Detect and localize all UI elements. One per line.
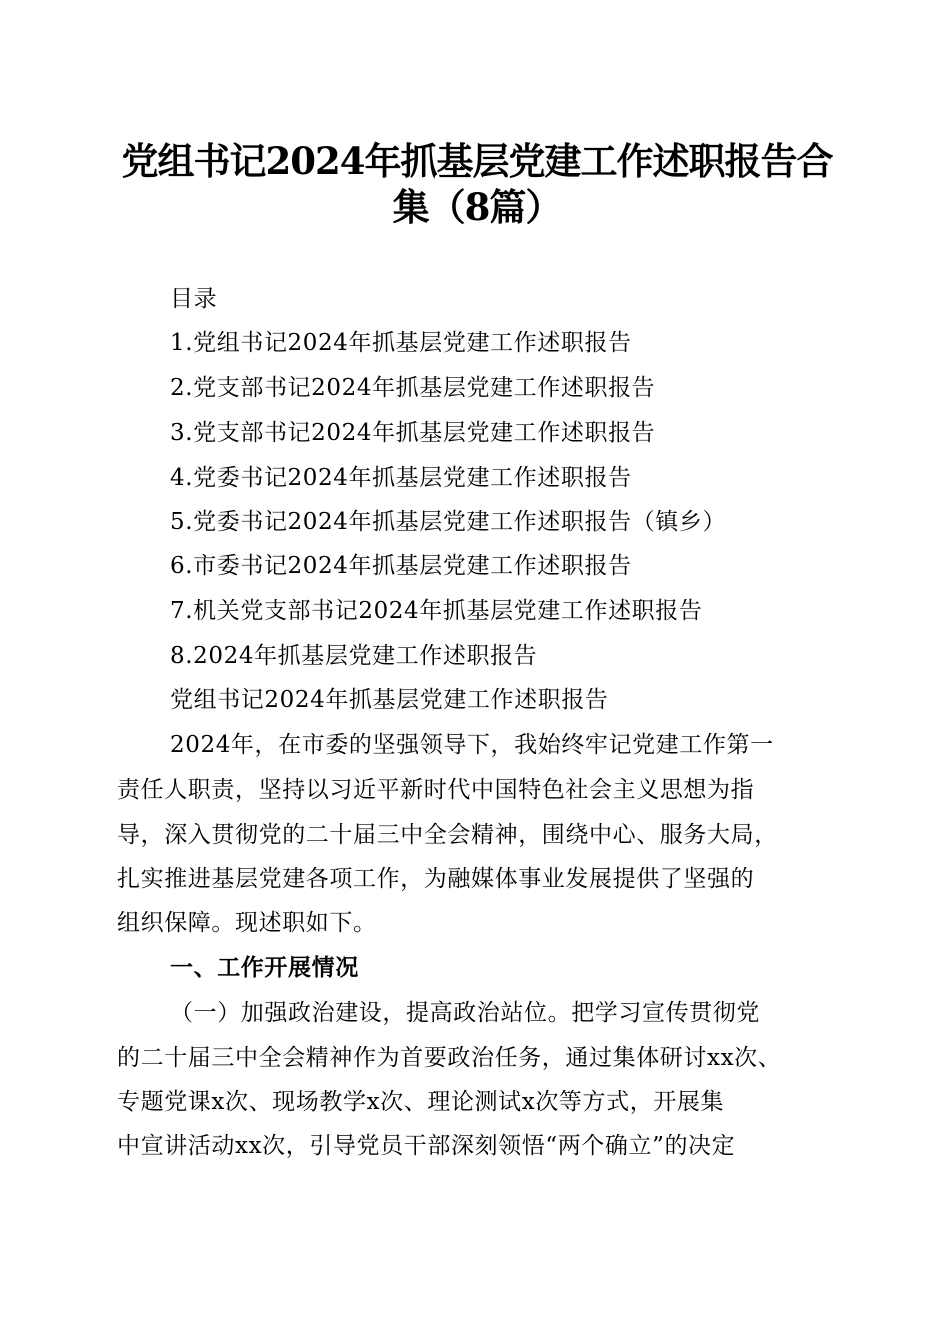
toc-item-6: 6.市委书记2024年抓基层党建工作述职报告	[170, 553, 632, 579]
toc-item-4: 4.党委书记2024年抓基层党建工作述职报告	[170, 465, 632, 491]
toc-heading: 目录	[170, 286, 218, 312]
section1-para-line-3: 专题党课x次、现场教学x次、理论测试x次等方式，开展集	[117, 1089, 725, 1115]
toc-item-7: 7.机关党支部书记2024年抓基层党建工作述职报告	[170, 598, 703, 624]
section1-para-line-2: 的二十届三中全会精神作为首要政治任务，通过集体研讨xx次、	[117, 1045, 782, 1071]
toc-item-5: 5.党委书记2024年抓基层党建工作述职报告（镇乡）	[170, 509, 727, 535]
toc-item-2: 2.党支部书记2024年抓基层党建工作述职报告	[170, 375, 656, 401]
section1-para-line-1: （一）加强政治建设，提高政治站位。把学习宣传贯彻党	[170, 1000, 760, 1026]
toc-item-1: 1.党组书记2024年抓基层党建工作述职报告	[170, 330, 632, 356]
intro-line-1: 2024年，在市委的坚强领导下，我始终牢记党建工作第一	[170, 732, 774, 758]
section-heading-1: 一、工作开展情况	[170, 955, 359, 981]
section1-para-line-4: 中宣讲活动xx次，引导党员干部深刻领悟“两个确立”的决定	[117, 1133, 736, 1159]
article-title: 党组书记2024年抓基层党建工作述职报告	[170, 687, 609, 713]
intro-line-2: 责任人职责，坚持以习近平新时代中国特色社会主义思想为指	[117, 777, 755, 803]
document-title-line-1: 党组书记2024年抓基层党建工作述职报告合	[121, 139, 833, 183]
toc-item-3: 3.党支部书记2024年抓基层党建工作述职报告	[170, 420, 656, 446]
document-title-line-2: 集（8篇）	[392, 185, 562, 229]
intro-line-5: 组织保障。现述职如下。	[117, 910, 377, 936]
toc-item-8: 8.2024年抓基层党建工作述职报告	[170, 643, 538, 669]
intro-line-3: 导，深入贯彻党的二十届三中全会精神，围绕中心、服务大局，	[117, 822, 778, 848]
intro-line-4: 扎实推进基层党建各项工作，为融媒体事业发展提供了坚强的	[117, 866, 755, 892]
